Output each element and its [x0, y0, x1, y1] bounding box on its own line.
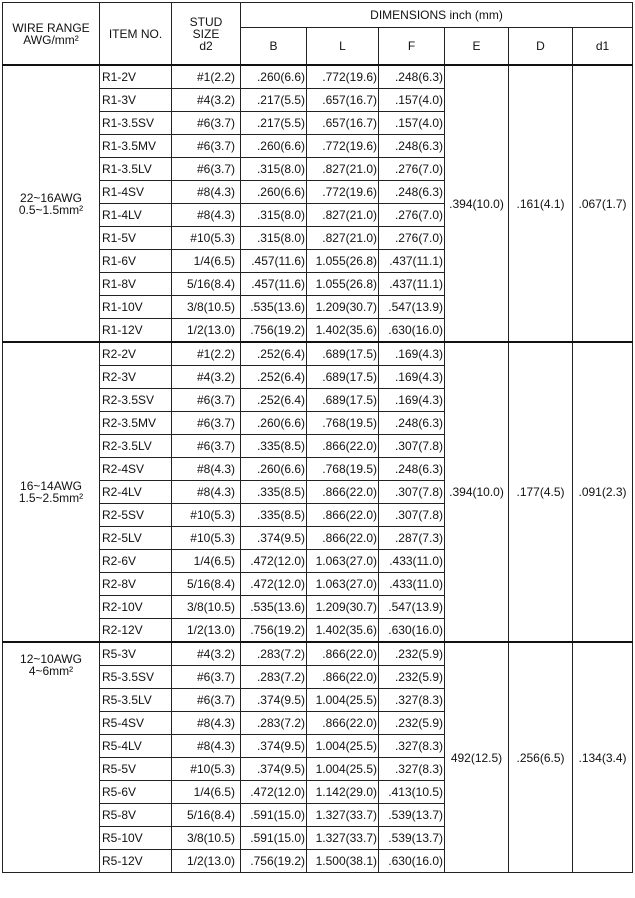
dim-l-cell: .768(19.5) — [307, 412, 379, 435]
item-no-cell: R5-8V — [100, 804, 172, 827]
stud-size-cell: 1/2(13.0) — [172, 319, 241, 343]
header-wire-range-label: WIRE RANGE — [12, 20, 90, 35]
dim-f-cell: .413(10.5) — [379, 781, 445, 804]
table-row — [3, 342, 633, 366]
dim-f-cell: .307(7.8) — [379, 504, 445, 527]
item-no-cell: R1-3.5SV — [100, 112, 172, 135]
stud-size-cell: 1/2(13.0) — [172, 850, 241, 873]
stud-size-cell: #6(3.7) — [172, 666, 241, 689]
stud-size-cell: 5/16(8.4) — [172, 804, 241, 827]
dim-f-cell: .276(7.0) — [379, 158, 445, 181]
stud-size-cell: #10(5.3) — [172, 504, 241, 527]
dim-f-cell: .169(4.3) — [379, 366, 445, 389]
dim-l-cell: 1.063(27.0) — [307, 550, 379, 573]
dim-b-cell: .315(8.0) — [241, 204, 307, 227]
dim-l-cell: 1.055(26.8) — [307, 250, 379, 273]
dim-d-cell: .177(4.5) — [509, 342, 573, 642]
dim-f-cell: .327(8.3) — [379, 735, 445, 758]
dim-l-cell: .772(19.6) — [307, 135, 379, 158]
header-col-d: D — [509, 28, 573, 66]
item-no-cell: R1-2V — [100, 65, 172, 89]
item-no-cell: R1-3.5MV — [100, 135, 172, 158]
dim-b-cell: .260(6.6) — [241, 181, 307, 204]
dim-f-cell: .437(11.1) — [379, 273, 445, 296]
dim-l-cell: .657(16.7) — [307, 89, 379, 112]
dim-l-cell: .866(22.0) — [307, 504, 379, 527]
item-no-cell: R2-3V — [100, 366, 172, 389]
item-no-cell: R1-6V — [100, 250, 172, 273]
wire-range-mm: 4~6mm² — [28, 664, 74, 678]
header-col-e: E — [445, 28, 509, 66]
dim-f-cell: .547(13.9) — [379, 296, 445, 319]
stud-size-cell: #6(3.7) — [172, 135, 241, 158]
stud-size-cell: 1/4(6.5) — [172, 550, 241, 573]
dim-l-cell: .689(17.5) — [307, 342, 379, 366]
dim-f-cell: .307(7.8) — [379, 481, 445, 504]
wire-range-awg: 12~10AWG — [20, 652, 82, 666]
item-no-cell: R5-3V — [100, 642, 172, 666]
dim-l-cell: .689(17.5) — [307, 366, 379, 389]
dim-l-cell: 1.055(26.8) — [307, 273, 379, 296]
dim-b-cell: .374(9.5) — [241, 527, 307, 550]
dim-b-cell: .457(11.6) — [241, 250, 307, 273]
item-no-cell: R2-8V — [100, 573, 172, 596]
stud-size-cell: #8(4.3) — [172, 181, 241, 204]
item-no-cell: R5-5V — [100, 758, 172, 781]
wire-range-awg: 16~14AWG — [20, 479, 82, 493]
dim-b-cell: .260(6.6) — [241, 65, 307, 89]
dim-b-cell: .374(9.5) — [241, 689, 307, 712]
dim-b-cell: .283(7.2) — [241, 666, 307, 689]
header-wire-range — [3, 3, 100, 66]
dim-f-cell: .169(4.3) — [379, 342, 445, 366]
item-no-cell: R1-4SV — [100, 181, 172, 204]
stud-size-cell: 1/4(6.5) — [172, 250, 241, 273]
dim-f-cell: .539(13.7) — [379, 804, 445, 827]
stud-size-cell: #4(3.2) — [172, 642, 241, 666]
dim-f-cell: .547(13.9) — [379, 596, 445, 619]
item-no-cell: R1-3.5LV — [100, 158, 172, 181]
header-col-d1: d1 — [573, 28, 633, 66]
dim-f-cell: .437(11.1) — [379, 250, 445, 273]
item-no-cell: R2-2V — [100, 342, 172, 366]
dim-b-cell: .472(12.0) — [241, 550, 307, 573]
dim-b-cell: .283(7.2) — [241, 642, 307, 666]
item-no-cell: R2-4LV — [100, 481, 172, 504]
dim-l-cell: .772(19.6) — [307, 181, 379, 204]
dim-f-cell: .433(11.0) — [379, 573, 445, 596]
wire-range-cell — [3, 65, 100, 342]
dim-b-cell: .591(15.0) — [241, 827, 307, 850]
item-no-cell: R5-4SV — [100, 712, 172, 735]
dim-d-cell: .161(4.1) — [509, 65, 573, 342]
stud-size-cell: 3/8(10.5) — [172, 827, 241, 850]
wire-range-awg: 22~16AWG — [20, 190, 82, 205]
item-no-cell: R5-6V — [100, 781, 172, 804]
stud-size-cell: #6(3.7) — [172, 689, 241, 712]
item-no-cell: R2-10V — [100, 596, 172, 619]
dim-b-cell: .472(12.0) — [241, 781, 307, 804]
dim-b-cell: .756(19.2) — [241, 850, 307, 873]
dim-l-cell: .689(17.5) — [307, 389, 379, 412]
stud-size-cell: 1/2(13.0) — [172, 619, 241, 643]
stud-size-cell: #6(3.7) — [172, 412, 241, 435]
item-no-cell: R5-4LV — [100, 735, 172, 758]
item-no-cell: R2-3.5SV — [100, 389, 172, 412]
dim-b-cell: .217(5.5) — [241, 89, 307, 112]
dim-b-cell: .374(9.5) — [241, 758, 307, 781]
dim-f-cell: .276(7.0) — [379, 204, 445, 227]
item-no-cell: R1-8V — [100, 273, 172, 296]
dim-f-cell: .157(4.0) — [379, 89, 445, 112]
dim-f-cell: .630(16.0) — [379, 850, 445, 873]
dim-b-cell: .457(11.6) — [241, 273, 307, 296]
stud-size-cell: #4(3.2) — [172, 89, 241, 112]
stud-size-cell: #10(5.3) — [172, 227, 241, 250]
header-item-no: ITEM NO. — [100, 3, 172, 66]
dim-l-cell: .827(21.0) — [307, 204, 379, 227]
item-no-cell: R5-3.5LV — [100, 689, 172, 712]
dim-l-cell: 1.500(38.1) — [307, 850, 379, 873]
item-no-cell: R2-12V — [100, 619, 172, 643]
item-no-cell: R1-3V — [100, 89, 172, 112]
dim-l-cell: .768(19.5) — [307, 458, 379, 481]
dim-e-cell: .394(10.0) — [445, 65, 509, 342]
stud-size-cell: #8(4.3) — [172, 204, 241, 227]
dim-l-cell: .657(16.7) — [307, 112, 379, 135]
dim-b-cell: .315(8.0) — [241, 227, 307, 250]
item-no-cell: R5-3.5SV — [100, 666, 172, 689]
header-dimensions: DIMENSIONS inch (mm) — [241, 3, 633, 28]
dim-b-cell: .283(7.2) — [241, 712, 307, 735]
dim-b-cell: .315(8.0) — [241, 158, 307, 181]
header-col-l: L — [307, 28, 379, 66]
stud-size-cell: 3/8(10.5) — [172, 596, 241, 619]
wire-range-mm: 1.5~2.5mm² — [18, 491, 84, 505]
item-no-cell: R5-10V — [100, 827, 172, 850]
stud-size-cell: #6(3.7) — [172, 435, 241, 458]
table-row — [3, 65, 633, 89]
dim-l-cell: 1.327(33.7) — [307, 827, 379, 850]
dim-f-cell: .287(7.3) — [379, 527, 445, 550]
dim-f-cell: .630(16.0) — [379, 319, 445, 343]
dim-d1-cell: .134(3.4) — [573, 642, 633, 873]
dim-f-cell: .248(6.3) — [379, 135, 445, 158]
table-body — [3, 65, 633, 873]
item-no-cell: R2-5LV — [100, 527, 172, 550]
dim-b-cell: .335(8.5) — [241, 435, 307, 458]
stud-size-cell: #1(2.2) — [172, 342, 241, 366]
dim-b-cell: .472(12.0) — [241, 573, 307, 596]
dim-f-cell: .327(8.3) — [379, 758, 445, 781]
dim-e-cell: 492(12.5) — [445, 642, 509, 873]
dim-b-cell: .535(13.6) — [241, 296, 307, 319]
dim-f-cell: .169(4.3) — [379, 389, 445, 412]
dim-l-cell: .827(21.0) — [307, 158, 379, 181]
item-no-cell: R5-12V — [100, 850, 172, 873]
stud-size-cell: #6(3.7) — [172, 158, 241, 181]
dim-l-cell: 1.209(30.7) — [307, 296, 379, 319]
item-no-cell: R1-4LV — [100, 204, 172, 227]
header-stud-line1: STUD — [189, 14, 223, 29]
dim-l-cell: .866(22.0) — [307, 527, 379, 550]
item-no-cell: R1-10V — [100, 296, 172, 319]
item-no-cell: R2-3.5MV — [100, 412, 172, 435]
dim-l-cell: 1.327(33.7) — [307, 804, 379, 827]
table-row — [3, 642, 633, 666]
dim-b-cell: .756(19.2) — [241, 319, 307, 343]
dim-l-cell: 1.209(30.7) — [307, 596, 379, 619]
dim-f-cell: .307(7.8) — [379, 435, 445, 458]
dim-l-cell: .866(22.0) — [307, 666, 379, 689]
dim-b-cell: .260(6.6) — [241, 412, 307, 435]
dim-l-cell: 1.402(35.6) — [307, 619, 379, 643]
dim-l-cell: 1.402(35.6) — [307, 319, 379, 343]
dim-f-cell: .630(16.0) — [379, 619, 445, 643]
dim-b-cell: .252(6.4) — [241, 389, 307, 412]
stud-size-cell: #8(4.3) — [172, 481, 241, 504]
dim-b-cell: .252(6.4) — [241, 342, 307, 366]
stud-size-cell: 5/16(8.4) — [172, 273, 241, 296]
dim-l-cell: 1.004(25.5) — [307, 735, 379, 758]
dim-e-cell: .394(10.0) — [445, 342, 509, 642]
dim-l-cell: 1.004(25.5) — [307, 689, 379, 712]
dim-f-cell: .276(7.0) — [379, 227, 445, 250]
dim-b-cell: .374(9.5) — [241, 735, 307, 758]
dim-f-cell: .232(5.9) — [379, 712, 445, 735]
dim-l-cell: .866(22.0) — [307, 642, 379, 666]
stud-size-cell: 3/8(10.5) — [172, 296, 241, 319]
wire-range-mm: 0.5~1.5mm² — [18, 202, 84, 217]
dim-l-cell: .772(19.6) — [307, 65, 379, 89]
item-no-cell: R2-3.5LV — [100, 435, 172, 458]
stud-size-cell: #1(2.2) — [172, 65, 241, 89]
dim-b-cell: .335(8.5) — [241, 504, 307, 527]
header-stud-line3: d2 — [199, 38, 213, 53]
dim-l-cell: .866(22.0) — [307, 481, 379, 504]
wire-range-cell — [3, 642, 100, 873]
dim-l-cell: .866(22.0) — [307, 435, 379, 458]
dim-b-cell: .756(19.2) — [241, 619, 307, 643]
stud-size-cell: 1/4(6.5) — [172, 781, 241, 804]
dim-d-cell: .256(6.5) — [509, 642, 573, 873]
header-wire-range-unit: AWG/mm² — [23, 32, 79, 47]
dim-l-cell: 1.004(25.5) — [307, 758, 379, 781]
dim-f-cell: .248(6.3) — [379, 412, 445, 435]
dim-f-cell: .232(5.9) — [379, 642, 445, 666]
header-col-b: B — [241, 28, 307, 66]
dim-b-cell: .260(6.6) — [241, 135, 307, 158]
dim-f-cell: .327(8.3) — [379, 689, 445, 712]
dim-f-cell: .248(6.3) — [379, 458, 445, 481]
wire-range-cell — [3, 342, 100, 642]
dim-b-cell: .335(8.5) — [241, 481, 307, 504]
item-no-cell: R2-4SV — [100, 458, 172, 481]
stud-size-cell: #6(3.7) — [172, 112, 241, 135]
dim-f-cell: .539(13.7) — [379, 827, 445, 850]
dim-b-cell: .260(6.6) — [241, 458, 307, 481]
stud-size-cell: 5/16(8.4) — [172, 573, 241, 596]
stud-size-cell: #4(3.2) — [172, 366, 241, 389]
dim-b-cell: .535(13.6) — [241, 596, 307, 619]
dim-b-cell: .217(5.5) — [241, 112, 307, 135]
dim-f-cell: .157(4.0) — [379, 112, 445, 135]
dim-l-cell: 1.063(27.0) — [307, 573, 379, 596]
dim-f-cell: .433(11.0) — [379, 550, 445, 573]
dim-b-cell: .252(6.4) — [241, 366, 307, 389]
dim-l-cell: .866(22.0) — [307, 712, 379, 735]
dim-l-cell: 1.142(29.0) — [307, 781, 379, 804]
item-no-cell: R1-12V — [100, 319, 172, 343]
header-stud-line2: SIZE — [192, 26, 220, 41]
stud-size-cell: #8(4.3) — [172, 712, 241, 735]
dim-f-cell: .232(5.9) — [379, 666, 445, 689]
item-no-cell: R2-6V — [100, 550, 172, 573]
stud-size-cell: #8(4.3) — [172, 735, 241, 758]
stud-size-cell: #10(5.3) — [172, 527, 241, 550]
header-stud-size — [172, 3, 241, 66]
dim-l-cell: .827(21.0) — [307, 227, 379, 250]
header-col-f: F — [379, 28, 445, 66]
dim-f-cell: .248(6.3) — [379, 65, 445, 89]
terminal-dimensions-table — [2, 2, 633, 873]
stud-size-cell: #10(5.3) — [172, 758, 241, 781]
dim-d1-cell: .067(1.7) — [573, 65, 633, 342]
stud-size-cell: #8(4.3) — [172, 458, 241, 481]
dim-d1-cell: .091(2.3) — [573, 342, 633, 642]
dim-b-cell: .591(15.0) — [241, 804, 307, 827]
stud-size-cell: #6(3.7) — [172, 389, 241, 412]
item-no-cell: R2-5SV — [100, 504, 172, 527]
item-no-cell: R1-5V — [100, 227, 172, 250]
dim-f-cell: .248(6.3) — [379, 181, 445, 204]
